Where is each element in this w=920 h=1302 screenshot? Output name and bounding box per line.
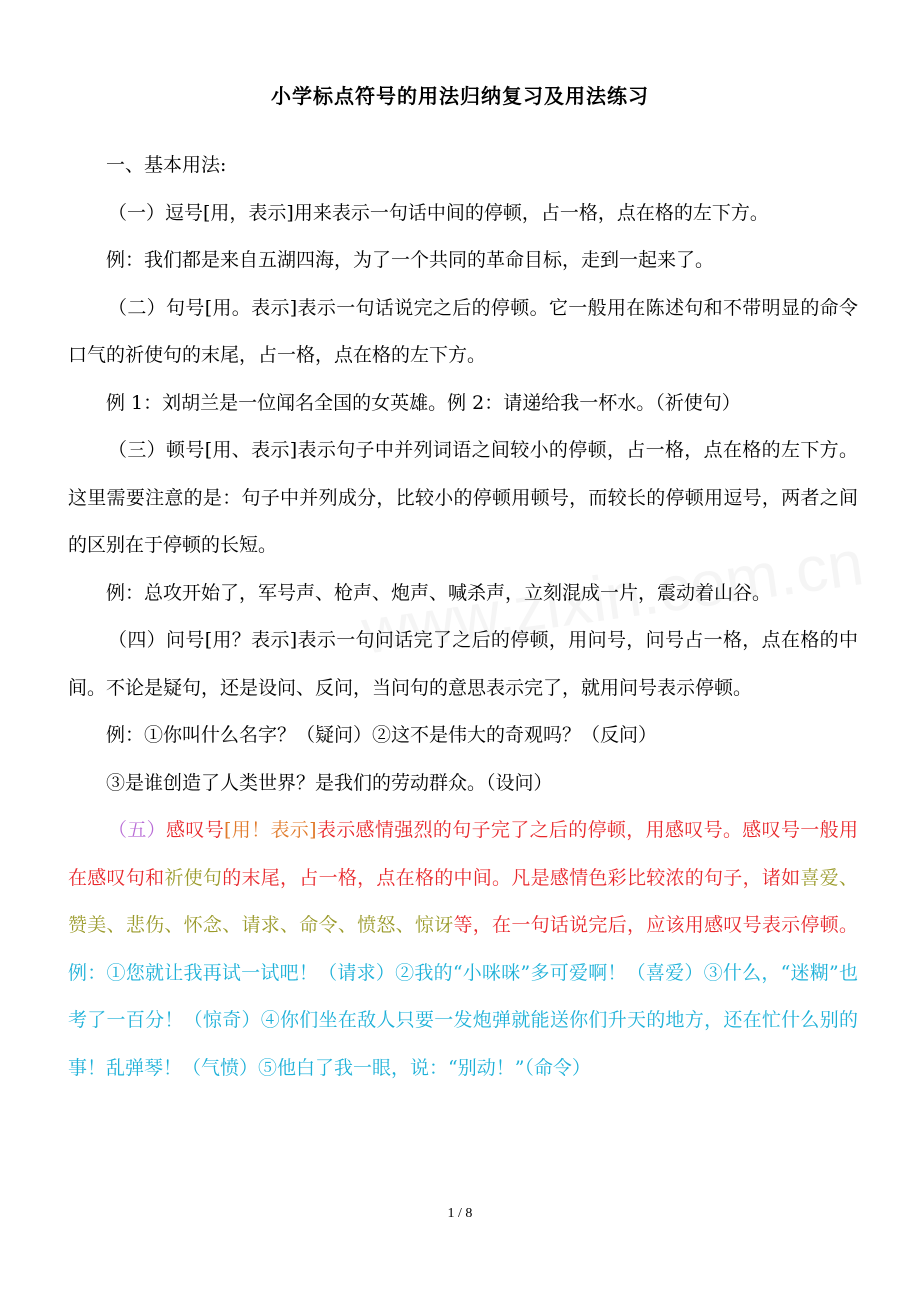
- document-title: 小学标点符号的用法归纳复习及用法练习: [271, 84, 649, 108]
- page-number: 1 / 8: [447, 1206, 473, 1221]
- document-body: [68, 142, 858, 1092]
- paragraph-question-mark: （四）问号[用？表示]表示一句问话完了之后的停顿，用问号，问号占一格，点在格的中间。不论是疑句，还是设问、反问，当问句的意思表示完了，就用问号表示停顿。: [68, 629, 858, 699]
- exclamation-desc-2: 的末尾，占一格，点在格的中间。凡是感情色彩比较浓的句子，诸如: [222, 866, 801, 889]
- example-question-mark-2: ③是谁创造了人类世界？是我们的劳动群众。（设问）: [106, 771, 553, 794]
- example-enumeration-comma: 例：总攻开始了，军号声、枪声、炮声、喊杀声，立刻混成一片，震动着山谷。: [106, 581, 772, 604]
- example-comma: 例：我们都是来自五湖四海，为了一个共同的革命目标，走到一起来了。: [106, 249, 715, 271]
- section-heading: 一、基本用法:: [106, 154, 227, 176]
- exclamation-desc-3: 等，在一句话说完后，应该用感叹号表示停顿。: [453, 914, 858, 936]
- paragraph-exclamation-mark: [68, 807, 858, 1092]
- exclamation-examples: 例：①您就让我再试一试吧！（请求）②我的“小咪咪”多可爱啊！（喜爱）③什么，“迷糊”也考了一百分！（惊奇）④你们坐在敌人只要一发炮弹就能送你们升天的地方，还在忙什么别的事！乱弹琴！（气愤）⑤他白了我一眼，说：“别动！”（命令）: [68, 961, 858, 1079]
- example-period: 例 1：刘胡兰是一位闻名全国的女英雄。例 2：请递给我一杯水。（祈使句）: [106, 391, 741, 414]
- exclamation-desc-1: 表示感情强烈的句子完了之后的停顿，用感叹号。感叹号一般用在: [68, 819, 858, 889]
- term-imperative-sentence: 祈使句: [164, 866, 223, 889]
- paragraph-enumeration-comma: （三）顿号[用、表示]表示句子中并列词语之间较小的停顿，占一格，点在格的左下方。这里需要注意的是：句子中并列成分，比较小的停顿用顿号，而较长的停顿用逗号，两者之间的区别在于停顿的长短。: [68, 439, 858, 556]
- exclamation-bracket: [用！表示]: [224, 819, 317, 841]
- example-question-mark-1: 例：①你叫什么名字？（疑问）②这不是伟大的奇观吗？（反问）: [106, 724, 658, 746]
- exclamation-name: 感叹号: [166, 819, 225, 841]
- exclamation-number: （五）: [108, 819, 167, 841]
- emotion-list: 喜爱、赞美、悲伤、怀念、请求、命令、愤怒、惊讶: [68, 866, 858, 936]
- term-and: 和: [145, 866, 165, 889]
- paragraph-comma: （一）逗号[用，表示]用来表示一句话中间的停顿，占一格，点在格的左下方。: [108, 201, 769, 224]
- term-exclamatory-sentence: 感叹句: [87, 866, 146, 889]
- paragraph-period: （二）句号[用。表示]表示一句话说完之后的停顿。它一般用在陈述句和不带明显的命令口气的祈使句的末尾，占一格，点在格的左下方。: [68, 296, 858, 366]
